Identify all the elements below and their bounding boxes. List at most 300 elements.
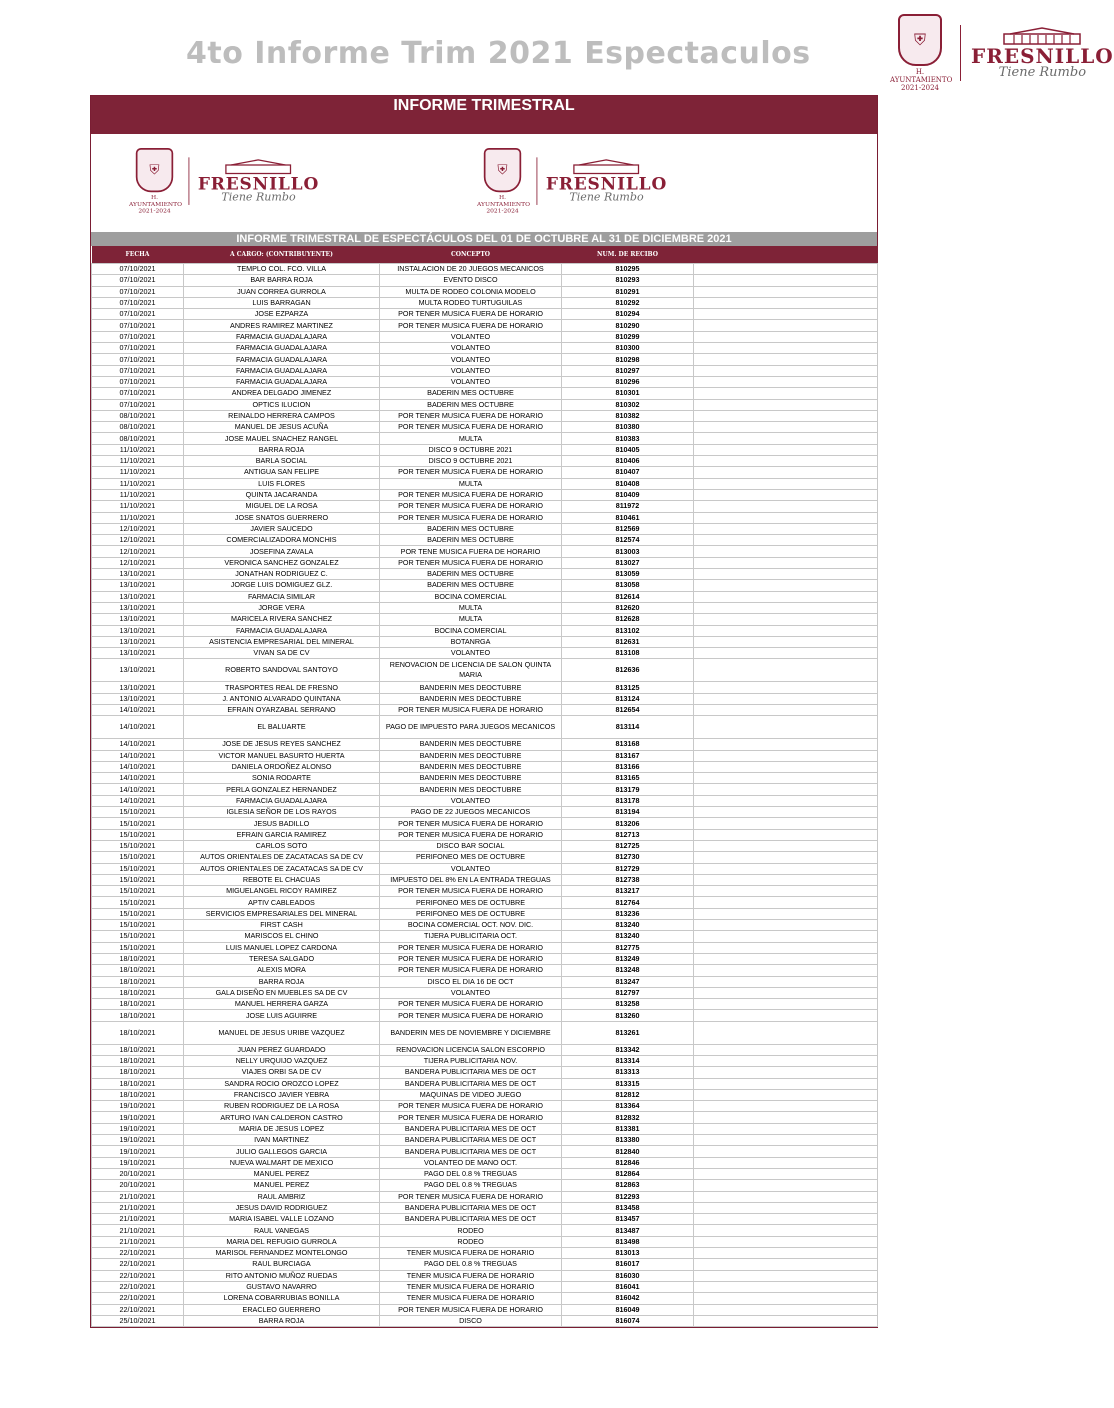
cell-recibo: 813313 xyxy=(562,1067,694,1078)
cell-contribuyente: FRANCISCO JAVIER YEBRA xyxy=(184,1089,380,1100)
cell-blank xyxy=(694,467,878,478)
cell-fecha: 11/10/2021 xyxy=(92,444,184,455)
cell-contribuyente: ERACLEO GUERRERO xyxy=(184,1304,380,1315)
table-row xyxy=(92,1191,878,1202)
cell-blank xyxy=(694,1225,878,1236)
cell-fecha: 19/10/2021 xyxy=(92,1112,184,1123)
cell-fecha: 12/10/2021 xyxy=(92,523,184,534)
cell-recibo: 816017 xyxy=(562,1259,694,1270)
cell-contribuyente: LUIS MANUEL LOPEZ CARDONA xyxy=(184,942,380,953)
cell-contribuyente: JULIO GALLEGOS GARCIA xyxy=(184,1146,380,1157)
cell-fecha: 18/10/2021 xyxy=(92,953,184,964)
cell-contribuyente: MARIA DE JESUS LOPEZ xyxy=(184,1123,380,1134)
table-row xyxy=(92,807,878,818)
cell-recibo: 812730 xyxy=(562,852,694,863)
header-logo xyxy=(890,14,1114,92)
cell-blank xyxy=(694,1123,878,1134)
cell-contribuyente: VICTOR MANUEL BASURTO HUERTA xyxy=(184,750,380,761)
table-row xyxy=(92,1135,878,1146)
cell-fecha: 15/10/2021 xyxy=(92,852,184,863)
cell-fecha: 19/10/2021 xyxy=(92,1135,184,1146)
cell-blank xyxy=(694,716,878,739)
band-logo-right xyxy=(477,148,667,214)
cell-blank xyxy=(694,580,878,591)
cell-concepto: PERIFONEO MES DE OCTUBRE xyxy=(380,852,562,863)
cell-recibo: 810407 xyxy=(562,467,694,478)
cell-fecha: 21/10/2021 xyxy=(92,1236,184,1247)
cell-fecha: 19/10/2021 xyxy=(92,1157,184,1168)
brand-tagline: Tiene Rumbo xyxy=(998,65,1087,80)
cell-concepto: POR TENER MUSICA FUERA DE HORARIO xyxy=(380,309,562,320)
report-table xyxy=(91,246,878,1327)
cell-blank xyxy=(694,489,878,500)
cell-concepto: POR TENER MUSICA FUERA DE HORARIO xyxy=(380,557,562,568)
cell-recibo: 810290 xyxy=(562,320,694,331)
cell-recibo: 813314 xyxy=(562,1056,694,1067)
cell-concepto: DISCO 9 OCTUBRE 2021 xyxy=(380,456,562,467)
cell-fecha: 20/10/2021 xyxy=(92,1180,184,1191)
table-row xyxy=(92,320,878,331)
report-subtitle: INFORME TRIMESTRAL DE ESPECTÁCULOS DEL 01 DE OCTUBRE AL 31 DE DICIEMBRE 2021 xyxy=(91,232,877,246)
cell-contribuyente: JOSE SNATOS GUERRERO xyxy=(184,512,380,523)
cell-concepto: TENER MUSICA FUERA DE HORARIO xyxy=(380,1293,562,1304)
table-row xyxy=(92,591,878,602)
cell-fecha: 22/10/2021 xyxy=(92,1270,184,1281)
cell-concepto: POR TENER MUSICA FUERA DE HORARIO xyxy=(380,1112,562,1123)
cell-fecha: 08/10/2021 xyxy=(92,422,184,433)
cell-fecha: 18/10/2021 xyxy=(92,987,184,998)
cell-blank xyxy=(694,1044,878,1055)
cell-blank xyxy=(694,399,878,410)
cell-concepto: TENER MUSICA FUERA DE HORARIO xyxy=(380,1270,562,1281)
cell-recibo: 813003 xyxy=(562,546,694,557)
cell-contribuyente: JORGE VERA xyxy=(184,602,380,613)
table-row xyxy=(92,489,878,500)
cell-fecha: 18/10/2021 xyxy=(92,976,184,987)
cell-recibo: 812614 xyxy=(562,591,694,602)
cell-blank xyxy=(694,908,878,919)
cell-concepto: BADERIN MES OCTUBRE xyxy=(380,523,562,534)
report-sheet xyxy=(90,95,878,1328)
cell-recibo: 810383 xyxy=(562,433,694,444)
cell-contribuyente: FIRST CASH xyxy=(184,920,380,931)
cell-fecha: 22/10/2021 xyxy=(92,1259,184,1270)
cell-concepto: DISCO BAR SOCIAL xyxy=(380,840,562,851)
cell-contribuyente: EFRAIN GARCIA RAMIREZ xyxy=(184,829,380,840)
cell-blank xyxy=(694,501,878,512)
cell-concepto: DISCO EL DIA 16 DE OCT xyxy=(380,976,562,987)
cell-recibo: 811972 xyxy=(562,501,694,512)
cell-blank xyxy=(694,1293,878,1304)
cell-concepto: PERIFONEO MES DE OCTUBRE xyxy=(380,908,562,919)
table-row xyxy=(92,399,878,410)
cell-contribuyente: RUBEN RODRIGUEZ DE LA ROSA xyxy=(184,1101,380,1112)
cell-concepto: PAGO DEL 0.8 % TREGUAS xyxy=(380,1168,562,1179)
cell-contribuyente: BAR BARRA ROJA xyxy=(184,275,380,286)
cell-blank xyxy=(694,286,878,297)
cell-fecha: 07/10/2021 xyxy=(92,354,184,365)
cell-fecha: 14/10/2021 xyxy=(92,773,184,784)
cell-fecha: 15/10/2021 xyxy=(92,931,184,942)
cell-concepto: BANDERA PUBLICITARIA MES DE OCT xyxy=(380,1067,562,1078)
cell-blank xyxy=(694,625,878,636)
table-row xyxy=(92,1089,878,1100)
table-row xyxy=(92,1214,878,1225)
cell-concepto: BANDERIN MES DEOCTUBRE xyxy=(380,761,562,772)
cell-recibo: 813487 xyxy=(562,1225,694,1236)
cell-concepto: MULTA xyxy=(380,478,562,489)
cell-fecha: 18/10/2021 xyxy=(92,999,184,1010)
seal-icon: ⛨ xyxy=(484,148,521,192)
cell-contribuyente: MANUEL HERRERA GARZA xyxy=(184,999,380,1010)
cell-contribuyente: MIGUEL DE LA ROSA xyxy=(184,501,380,512)
cell-contribuyente: BARRA ROJA xyxy=(184,1315,380,1326)
table-row xyxy=(92,1146,878,1157)
cell-concepto: BADERIN MES OCTUBRE xyxy=(380,580,562,591)
cell-contribuyente: JOSE LUIS AGUIRRE xyxy=(184,1010,380,1021)
table-row xyxy=(92,535,878,546)
table-row xyxy=(92,920,878,931)
cell-contribuyente: ANTIGUA SAN FELIPE xyxy=(184,467,380,478)
table-row xyxy=(92,795,878,806)
cell-concepto: POR TENER MUSICA FUERA DE HORARIO xyxy=(380,1101,562,1112)
cell-blank xyxy=(694,546,878,557)
table-row xyxy=(92,863,878,874)
cell-recibo: 813458 xyxy=(562,1202,694,1213)
cell-concepto: POR TENER MUSICA FUERA DE HORARIO xyxy=(380,1010,562,1021)
cell-blank xyxy=(694,569,878,580)
cell-contribuyente: CARLOS SOTO xyxy=(184,840,380,851)
cell-recibo: 816042 xyxy=(562,1293,694,1304)
cell-blank xyxy=(694,422,878,433)
table-row xyxy=(92,1123,878,1134)
cell-blank xyxy=(694,275,878,286)
cell-fecha: 13/10/2021 xyxy=(92,682,184,693)
cell-contribuyente: MIGUELANGEL RICOY RAMIREZ xyxy=(184,886,380,897)
table-row xyxy=(92,286,878,297)
cell-fecha: 11/10/2021 xyxy=(92,467,184,478)
cell-recibo: 813178 xyxy=(562,795,694,806)
cell-concepto: POR TENER MUSICA FUERA DE HORARIO xyxy=(380,410,562,421)
cell-fecha: 25/10/2021 xyxy=(92,1315,184,1326)
cell-fecha: 11/10/2021 xyxy=(92,501,184,512)
cell-recibo: 813258 xyxy=(562,999,694,1010)
cell-recibo: 812574 xyxy=(562,535,694,546)
table-row xyxy=(92,897,878,908)
cell-recibo: 812738 xyxy=(562,874,694,885)
table-row xyxy=(92,422,878,433)
cell-blank xyxy=(694,1236,878,1247)
cell-fecha: 18/10/2021 xyxy=(92,1067,184,1078)
cell-contribuyente: LUIS FLORES xyxy=(184,478,380,489)
header-fecha: FECHA xyxy=(92,246,184,264)
cell-concepto: BOTANRGA xyxy=(380,636,562,647)
cell-contribuyente: ALEXIS MORA xyxy=(184,965,380,976)
cell-blank xyxy=(694,264,878,275)
cell-concepto: VOLANTEO xyxy=(380,987,562,998)
table-row xyxy=(92,976,878,987)
cell-blank xyxy=(694,1157,878,1168)
table-row xyxy=(92,852,878,863)
table-row xyxy=(92,750,878,761)
cell-fecha: 13/10/2021 xyxy=(92,648,184,659)
cell-blank xyxy=(694,1010,878,1021)
cell-concepto: TIJERA PUBLICITARIA NOV. xyxy=(380,1056,562,1067)
cell-recibo: 813108 xyxy=(562,648,694,659)
cell-blank xyxy=(694,1101,878,1112)
cell-concepto: MULTA xyxy=(380,602,562,613)
cell-blank xyxy=(694,682,878,693)
cell-concepto: VOLANTEO xyxy=(380,331,562,342)
cell-recibo: 813261 xyxy=(562,1021,694,1044)
cell-fecha: 15/10/2021 xyxy=(92,840,184,851)
table-row xyxy=(92,512,878,523)
table-row xyxy=(92,1202,878,1213)
cell-recibo: 810301 xyxy=(562,388,694,399)
cell-fecha: 07/10/2021 xyxy=(92,388,184,399)
table-row xyxy=(92,1112,878,1123)
cell-recibo: 810408 xyxy=(562,478,694,489)
table-row xyxy=(92,908,878,919)
table-row xyxy=(92,264,878,275)
cell-fecha: 14/10/2021 xyxy=(92,784,184,795)
cell-contribuyente: JAVIER SAUCEDO xyxy=(184,523,380,534)
cell-recibo: 813124 xyxy=(562,693,694,704)
cell-contribuyente: JOSEFINA ZAVALA xyxy=(184,546,380,557)
cell-recibo: 813166 xyxy=(562,761,694,772)
cell-contribuyente: BARLA SOCIAL xyxy=(184,456,380,467)
cell-fecha: 15/10/2021 xyxy=(92,863,184,874)
cell-concepto: BANDERIN MES DEOCTUBRE xyxy=(380,693,562,704)
cell-contribuyente: JOSE MAUEL SNACHEZ RANGEL xyxy=(184,433,380,444)
cell-fecha: 14/10/2021 xyxy=(92,761,184,772)
table-row xyxy=(92,309,878,320)
cell-fecha: 19/10/2021 xyxy=(92,1101,184,1112)
cell-contribuyente: FARMACIA GUADALAJARA xyxy=(184,376,380,387)
table-row xyxy=(92,1180,878,1191)
cell-contribuyente: RAUL VANEGAS xyxy=(184,1225,380,1236)
cell-contribuyente: TEMPLO COL. FCO. VILLA xyxy=(184,264,380,275)
cell-concepto: BANDERIN MES DEOCTUBRE xyxy=(380,750,562,761)
cell-contribuyente: FARMACIA GUADALAJARA xyxy=(184,354,380,365)
table-row xyxy=(92,1248,878,1259)
cell-recibo: 812631 xyxy=(562,636,694,647)
table-row xyxy=(92,410,878,421)
cell-recibo: 810294 xyxy=(562,309,694,320)
table-row xyxy=(92,1315,878,1326)
table-row xyxy=(92,1078,878,1089)
cell-recibo: 812293 xyxy=(562,1191,694,1202)
cell-fecha: 07/10/2021 xyxy=(92,286,184,297)
cell-contribuyente: JUAN PEREZ GUARDADO xyxy=(184,1044,380,1055)
cell-concepto: POR TENER MUSICA FUERA DE HORARIO xyxy=(380,501,562,512)
cell-blank xyxy=(694,987,878,998)
cell-contribuyente: MANUEL PEREZ xyxy=(184,1180,380,1191)
cell-blank xyxy=(694,1214,878,1225)
cell-recibo: 810302 xyxy=(562,399,694,410)
cell-fecha: 07/10/2021 xyxy=(92,331,184,342)
table-row xyxy=(92,1270,878,1281)
cell-blank xyxy=(694,784,878,795)
cell-contribuyente: EFRAIN OYARZABAL SERRANO xyxy=(184,704,380,715)
table-row xyxy=(92,829,878,840)
cell-recibo: 810292 xyxy=(562,297,694,308)
cell-blank xyxy=(694,444,878,455)
cell-blank xyxy=(694,1180,878,1191)
cell-fecha: 14/10/2021 xyxy=(92,795,184,806)
cell-concepto: BADERIN MES OCTUBRE xyxy=(380,388,562,399)
cell-recibo: 812863 xyxy=(562,1180,694,1191)
cell-blank xyxy=(694,591,878,602)
table-row xyxy=(92,501,878,512)
cell-concepto: MAQUINAS DE VIDEO JUEGO xyxy=(380,1089,562,1100)
table-row xyxy=(92,1259,878,1270)
cell-fecha: 13/10/2021 xyxy=(92,614,184,625)
cell-recibo: 813114 xyxy=(562,716,694,739)
cell-blank xyxy=(694,354,878,365)
cell-fecha: 18/10/2021 xyxy=(92,1056,184,1067)
cell-concepto: POR TENER MUSICA FUERA DE HORARIO xyxy=(380,489,562,500)
cell-contribuyente: MARIA ISABEL VALLE LOZANO xyxy=(184,1214,380,1225)
cell-concepto: BADERIN MES OCTUBRE xyxy=(380,569,562,580)
cell-blank xyxy=(694,659,878,682)
table-row xyxy=(92,636,878,647)
cell-concepto: BANDERA PUBLICITARIA MES DE OCT xyxy=(380,1214,562,1225)
cell-fecha: 21/10/2021 xyxy=(92,1191,184,1202)
cell-blank xyxy=(694,773,878,784)
cell-blank xyxy=(694,1304,878,1315)
seal-caption: H. AYUNTAMIENTO 2021-2024 xyxy=(129,193,182,215)
cell-contribuyente: ARTURO IVAN CALDERON CASTRO xyxy=(184,1112,380,1123)
cell-contribuyente: FARMACIA GUADALAJARA xyxy=(184,331,380,342)
cell-blank xyxy=(694,999,878,1010)
cell-recibo: 810295 xyxy=(562,264,694,275)
cell-fecha: 18/10/2021 xyxy=(92,1010,184,1021)
cell-concepto: BANDERIN MES DEOCTUBRE xyxy=(380,773,562,784)
cell-fecha: 22/10/2021 xyxy=(92,1293,184,1304)
cell-recibo: 810296 xyxy=(562,376,694,387)
brand-tagline: Tiene Rumbo xyxy=(569,191,644,205)
cell-blank xyxy=(694,343,878,354)
cell-concepto: POR TENER MUSICA FUERA DE HORARIO xyxy=(380,886,562,897)
cell-recibo: 813249 xyxy=(562,953,694,964)
cell-contribuyente: FARMACIA GUADALAJARA xyxy=(184,625,380,636)
cell-concepto: PAGO DEL 0.8 % TREGUAS xyxy=(380,1180,562,1191)
cell-concepto: TIJERA PUBLICITARIA OCT. xyxy=(380,931,562,942)
brand-name: FRESNILLO xyxy=(971,44,1114,68)
cell-recibo: 810291 xyxy=(562,286,694,297)
cell-recibo: 813498 xyxy=(562,1236,694,1247)
cell-blank xyxy=(694,1021,878,1044)
cell-recibo: 812636 xyxy=(562,659,694,682)
cell-blank xyxy=(694,636,878,647)
cell-recibo: 813260 xyxy=(562,1010,694,1021)
cell-recibo: 810405 xyxy=(562,444,694,455)
table-row xyxy=(92,716,878,739)
table-row xyxy=(92,1225,878,1236)
table-row xyxy=(92,365,878,376)
cell-blank xyxy=(694,376,878,387)
cell-concepto: VOLANTEO xyxy=(380,376,562,387)
cell-fecha: 14/10/2021 xyxy=(92,739,184,750)
brand-name: FRESNILLO xyxy=(545,173,668,194)
table-row xyxy=(92,1021,878,1044)
cell-concepto: VOLANTEO xyxy=(380,648,562,659)
cell-blank xyxy=(694,1089,878,1100)
cell-blank xyxy=(694,1078,878,1089)
cell-concepto: RENOVACION LICENCIA SALON ESCORPIO xyxy=(380,1044,562,1055)
cell-recibo: 812729 xyxy=(562,863,694,874)
cell-blank xyxy=(694,953,878,964)
cell-contribuyente: ANDRES RAMIREZ MARTINEZ xyxy=(184,320,380,331)
cell-blank xyxy=(694,456,878,467)
cell-concepto: BADERIN MES OCTUBRE xyxy=(380,535,562,546)
cell-fecha: 07/10/2021 xyxy=(92,275,184,286)
cell-recibo: 813315 xyxy=(562,1078,694,1089)
cell-blank xyxy=(694,739,878,750)
cell-recibo: 812654 xyxy=(562,704,694,715)
cell-concepto: BANDERA PUBLICITARIA MES DE OCT xyxy=(380,1202,562,1213)
cell-contribuyente: RAUL AMBRIZ xyxy=(184,1191,380,1202)
table-row xyxy=(92,953,878,964)
table-row xyxy=(92,784,878,795)
cell-fecha: 12/10/2021 xyxy=(92,546,184,557)
cell-concepto: PAGO DE 22 JUEGOS MECANICOS xyxy=(380,807,562,818)
header-concepto: CONCEPTO xyxy=(380,246,562,264)
cell-concepto: POR TENER MUSICA FUERA DE HORARIO xyxy=(380,704,562,715)
cell-fecha: 18/10/2021 xyxy=(92,1089,184,1100)
table-row xyxy=(92,546,878,557)
table-row xyxy=(92,773,878,784)
cell-blank xyxy=(694,512,878,523)
cell-contribuyente: REBOTE EL CHACUAS xyxy=(184,874,380,885)
cell-blank xyxy=(694,365,878,376)
cell-recibo: 810409 xyxy=(562,489,694,500)
cell-contribuyente: VIAJES ORBI SA DE CV xyxy=(184,1067,380,1078)
cell-recibo: 810299 xyxy=(562,331,694,342)
cell-fecha: 22/10/2021 xyxy=(92,1281,184,1292)
cell-fecha: 13/10/2021 xyxy=(92,569,184,580)
cell-concepto: TENER MUSICA FUERA DE HORARIO xyxy=(380,1281,562,1292)
cell-recibo: 813013 xyxy=(562,1248,694,1259)
report-banner: INFORME TRIMESTRAL xyxy=(91,96,877,134)
cell-blank xyxy=(694,1112,878,1123)
cell-contribuyente: REINALDO HERRERA CAMPOS xyxy=(184,410,380,421)
cell-blank xyxy=(694,897,878,908)
table-row xyxy=(92,1236,878,1247)
cell-contribuyente: JESUS BADILLO xyxy=(184,818,380,829)
cell-contribuyente: ANDREA DELGADO JIMENEZ xyxy=(184,388,380,399)
cell-recibo: 813381 xyxy=(562,1123,694,1134)
cell-contribuyente: FARMACIA GUADALAJARA xyxy=(184,365,380,376)
logo-divider xyxy=(537,157,538,205)
cell-concepto: POR TENE MUSICA FUERA DE HORARIO xyxy=(380,546,562,557)
cell-concepto: POR TENER MUSICA FUERA DE HORARIO xyxy=(380,320,562,331)
cell-concepto: BANDERA PUBLICITARIA MES DE OCT xyxy=(380,1135,562,1146)
cell-blank xyxy=(694,1270,878,1281)
cell-concepto: BADERIN MES OCTUBRE xyxy=(380,399,562,410)
table-row xyxy=(92,886,878,897)
cell-contribuyente: MARISCOS EL CHINO xyxy=(184,931,380,942)
cell-concepto: BANDERA PUBLICITARIA MES DE OCT xyxy=(380,1146,562,1157)
cell-blank xyxy=(694,388,878,399)
cell-contribuyente: DANIELA ORDOÑEZ ALONSO xyxy=(184,761,380,772)
cell-contribuyente: JESUS DAVID RODRIGUEZ xyxy=(184,1202,380,1213)
cell-concepto: POR TENER MUSICA FUERA DE HORARIO xyxy=(380,829,562,840)
cell-contribuyente: COMERCIALIZADORA MONCHIS xyxy=(184,535,380,546)
logo-band xyxy=(91,134,877,232)
cell-blank xyxy=(694,320,878,331)
